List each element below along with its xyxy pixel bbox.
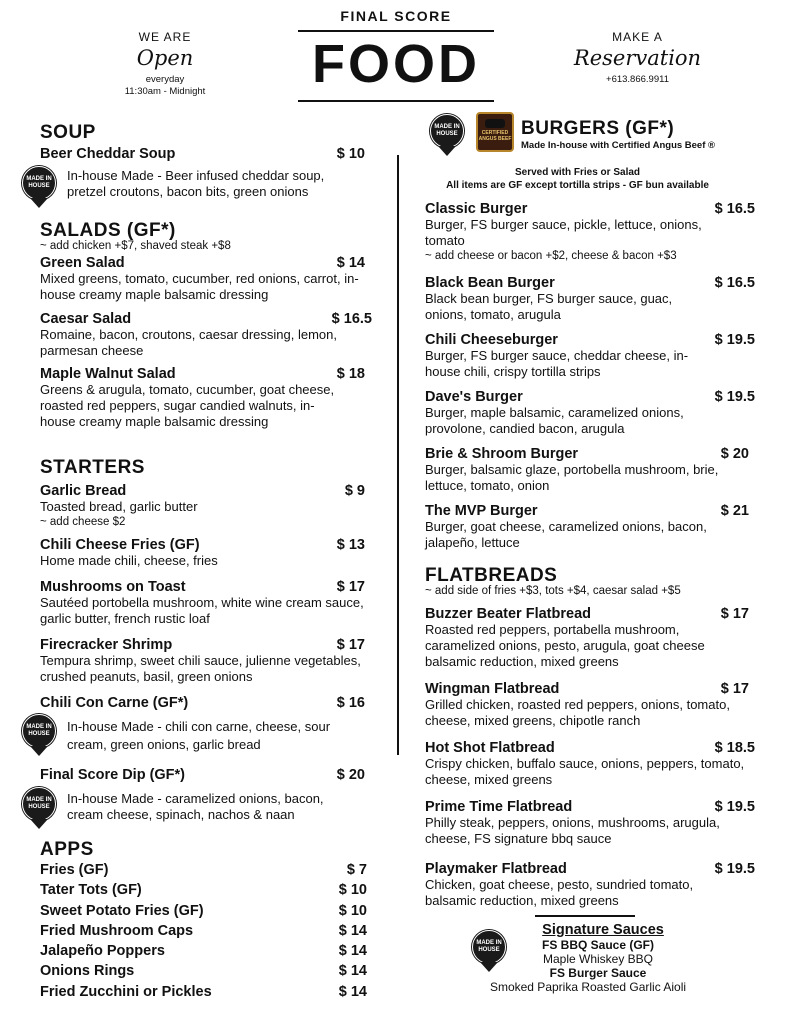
- item-name: Mushrooms on Toast: [40, 579, 186, 595]
- menu-item: [425, 681, 749, 729]
- item-price: $ 20: [720, 446, 749, 462]
- item-desc: Toasted bread, garlic butter: [40, 499, 198, 514]
- item-name: Chili Cheese Fries (GF): [40, 537, 200, 553]
- section-title-salads: SALADS (GF*): [40, 220, 176, 241]
- item-desc: In-house Made - Beer infused cheddar soup, pretzel croutons, bacon bits, green onions: [67, 168, 325, 199]
- item-name: Wingman Flatbread: [425, 681, 560, 697]
- page-title: FOOD: [312, 34, 480, 94]
- sauce-name: FS Burger Sauce: [549, 966, 647, 980]
- section-title-apps: APPS: [40, 839, 94, 860]
- item-desc: Home made chili, cheese, fries: [40, 553, 218, 568]
- flatbreads-note: ~ add side of fries +$3, tots +$4, caesar salad +$5: [425, 585, 681, 597]
- section-title-starters: STARTERS: [40, 457, 145, 478]
- item-desc: Burger, FS burger sauce, pickle, lettuce, onions, tomato: [425, 217, 702, 248]
- item-desc: In-house Made - chili con carne, cheese, sour cream, green onions, garlic bread: [67, 719, 331, 752]
- section-title-soup: SOUP: [40, 122, 96, 143]
- list-item: Fried Mushroom Caps $ 14: [40, 922, 367, 939]
- menu-item: [40, 695, 365, 711]
- burgers-notes: Served with Fries or Salad All items are GF except tortilla strips - GF bun available: [446, 167, 709, 191]
- item-name: The MVP Burger: [425, 503, 538, 519]
- made-in-house-badge-icon: MADE IN HOUSE: [22, 166, 56, 210]
- item-name: Classic Burger: [425, 201, 528, 217]
- menu-item: [40, 637, 365, 685]
- made-in-house-badge-icon: MADE IN HOUSE: [430, 114, 464, 158]
- item-price: $ 17: [720, 681, 749, 697]
- item-note: ~ add cheese $2: [40, 516, 126, 528]
- item-name: Green Salad: [40, 255, 125, 271]
- final-score-label: FINAL SCORE: [340, 8, 452, 24]
- phone-link[interactable]: +613.866.9911: [606, 74, 669, 85]
- signature-sauces: [478, 922, 698, 994]
- item-desc: Black bean burger, FS burger sauce, guac, onions, tomato, arugula: [425, 291, 673, 322]
- item-price: $ 19.5: [714, 861, 755, 877]
- made-in-house-badge-icon: MADE IN HOUSE: [22, 714, 56, 758]
- title-rule-bottom: [298, 100, 494, 102]
- salads-note: ~ add chicken +$7, shaved steak +$8: [40, 240, 231, 252]
- burgers-subtitle: Made In-house with Certified Angus Beef ®: [521, 140, 716, 151]
- item-price: $ 19.5: [714, 389, 755, 405]
- item-price: $ 10: [336, 146, 365, 162]
- menu-item: [425, 332, 755, 380]
- item-name: Firecracker Shrimp: [40, 637, 173, 653]
- item-desc: In-house Made - caramelized onions, bacon, cream cheese, spinach, nachos & naan: [67, 791, 324, 822]
- sauce-desc: Smoked Paprika Roasted Garlic Aioli: [489, 980, 687, 994]
- item-name: Beer Cheddar Soup: [40, 146, 176, 162]
- list-item: Fries (GF) $ 7: [40, 862, 367, 878]
- menu-item: [425, 799, 755, 847]
- hours-label: 11:30am - Midnight: [124, 86, 206, 97]
- item-name: Garlic Bread: [40, 483, 127, 499]
- item-name: Dave's Burger: [425, 389, 523, 405]
- item-price: $ 17: [720, 606, 749, 622]
- reservation-block: [565, 30, 710, 86]
- item-name: Buzzer Beater Flatbread: [425, 606, 591, 622]
- item-desc: Greens & arugula, tomato, cucumber, goat cheese, roasted red peppers, sugar candied walnuts, in-house creamy maple balsamic dressing: [40, 382, 335, 429]
- menu-item: [425, 201, 755, 263]
- item-price: $ 19.5: [714, 799, 755, 815]
- item-desc: Burger, goat cheese, caramelized onions, bacon, jalapeño, lettuce: [425, 519, 707, 550]
- everyday-label: everyday: [145, 74, 185, 85]
- item-name: Maple Walnut Salad: [40, 366, 176, 382]
- item-desc: Mixed greens, tomato, cucumber, red onions, carrot, in-house creamy maple balsamic dressing: [40, 271, 359, 302]
- open-hours-block: [100, 30, 230, 98]
- item-price: $ 16.5: [331, 311, 372, 327]
- item-name: Chili Cheeseburger: [425, 332, 558, 348]
- menu-item: [40, 537, 365, 569]
- item-name: Playmaker Flatbread: [425, 861, 567, 877]
- menu-item: [425, 275, 755, 323]
- section-title-burgers: BURGERS (GF*): [521, 118, 675, 139]
- item-desc: Roasted red peppers, portabella mushroom, caramelized onions, pesto, arugula, goat cheese balsamic reduction, mixed greens: [425, 622, 705, 669]
- section-title-flatbreads: FLATBREADS: [425, 565, 558, 586]
- item-price: $ 18: [336, 366, 365, 382]
- item-desc: Tempura shrimp, sweet chili sauce, julienne vegetables, crushed peanuts, basil, green onions: [40, 653, 361, 684]
- item-name: Caesar Salad: [40, 311, 132, 327]
- menu-item: [40, 767, 365, 783]
- menu-item: [40, 255, 365, 303]
- item-price: $ 9: [344, 483, 365, 499]
- sauces-title: Signature Sauces: [542, 922, 664, 938]
- list-item: Sweet Potato Fries (GF) $ 10: [40, 902, 367, 919]
- item-name: Black Bean Burger: [425, 275, 555, 291]
- item-desc: Sautéed portobella mushroom, white wine cream sauce, garlic butter, french rustic loaf: [40, 595, 364, 626]
- we-are-label: WE ARE: [138, 30, 192, 44]
- item-desc: Grilled chicken, roasted red peppers, onions, tomato, cheese, mixed greens, chipotle ranch: [425, 697, 730, 728]
- sauce-name: FS BBQ Sauce (GF): [541, 938, 654, 952]
- item-price: $ 16.5: [714, 275, 755, 291]
- reservation-script: Reservation: [573, 46, 702, 70]
- cow-icon: [485, 119, 505, 128]
- make-a-label: MAKE A: [612, 30, 663, 44]
- list-item: Fried Zucchini or Pickles $ 14: [40, 983, 367, 1000]
- item-price: $ 18.5: [714, 740, 755, 756]
- item-price: $ 14: [336, 255, 365, 271]
- column-divider: [397, 155, 399, 755]
- title-block: [298, 8, 494, 102]
- open-script: Open: [136, 46, 194, 70]
- made-in-house-badge-icon: MADE IN HOUSE: [472, 930, 506, 974]
- item-note: ~ add cheese or bacon +$2, cheese & bacon +$3: [425, 250, 677, 262]
- item-price: $ 21: [720, 503, 749, 519]
- item-desc: Burger, maple balsamic, caramelized onions, provolone, candied bacon, arugula: [425, 405, 684, 436]
- item-price: $ 17: [336, 579, 365, 595]
- menu-item: [40, 311, 372, 359]
- item-name: Brie & Shroom Burger: [425, 446, 579, 462]
- item-price: $ 20: [336, 767, 365, 783]
- item-desc: Crispy chicken, buffalo sauce, onions, peppers, tomato, cheese, mixed greens: [425, 756, 745, 787]
- certified-angus-beef-logo: CERTIFIED ANGUS BEEF: [476, 112, 514, 152]
- item-price: $ 16.5: [714, 201, 755, 217]
- item-desc: Burger, FS burger sauce, cheddar cheese, in-house chili, crispy tortilla strips: [425, 348, 689, 379]
- item-desc: Chicken, goat cheese, pesto, sundried tomato, balsamic reduction, mixed greens: [425, 877, 694, 908]
- item-price: $ 13: [336, 537, 365, 553]
- menu-item: [425, 606, 749, 670]
- item-price: $ 17: [336, 637, 365, 653]
- sauces-divider: [535, 915, 635, 917]
- item-name: Hot Shot Flatbread: [425, 740, 555, 756]
- sauce-desc: Maple Whiskey BBQ: [542, 952, 654, 966]
- item-name: Chili Con Carne (GF*): [40, 695, 189, 711]
- menu-item: [425, 503, 749, 551]
- item-desc: Burger, balsamic glaze, portobella mushroom, brie, lettuce, tomato, onion: [425, 462, 719, 493]
- menu-item: [40, 146, 365, 162]
- item-desc: Philly steak, peppers, onions, mushrooms, arugula, cheese, FS signature bbq sauce: [425, 815, 720, 846]
- item-name: Prime Time Flatbread: [425, 799, 573, 815]
- item-desc: Romaine, bacon, croutons, caesar dressing, lemon, parmesan cheese: [40, 327, 337, 358]
- item-name: Final Score Dip (GF*): [40, 767, 186, 783]
- list-item: Jalapeño Poppers $ 14: [40, 943, 367, 960]
- menu-item: [425, 861, 755, 909]
- list-item: Tater Tots (GF) $ 10: [40, 882, 367, 899]
- menu-item: [40, 483, 365, 529]
- menu-item: [425, 446, 749, 494]
- item-price: $ 19.5: [714, 332, 755, 348]
- apps-list: [40, 862, 367, 1004]
- menu-item: [40, 579, 365, 627]
- menu-item: [425, 389, 755, 437]
- item-price: $ 16: [336, 695, 365, 711]
- menu-item: [425, 740, 755, 788]
- made-in-house-badge-icon: MADE IN HOUSE: [22, 787, 56, 831]
- menu-item: [40, 366, 365, 430]
- list-item: Onions Rings $ 14: [40, 963, 367, 980]
